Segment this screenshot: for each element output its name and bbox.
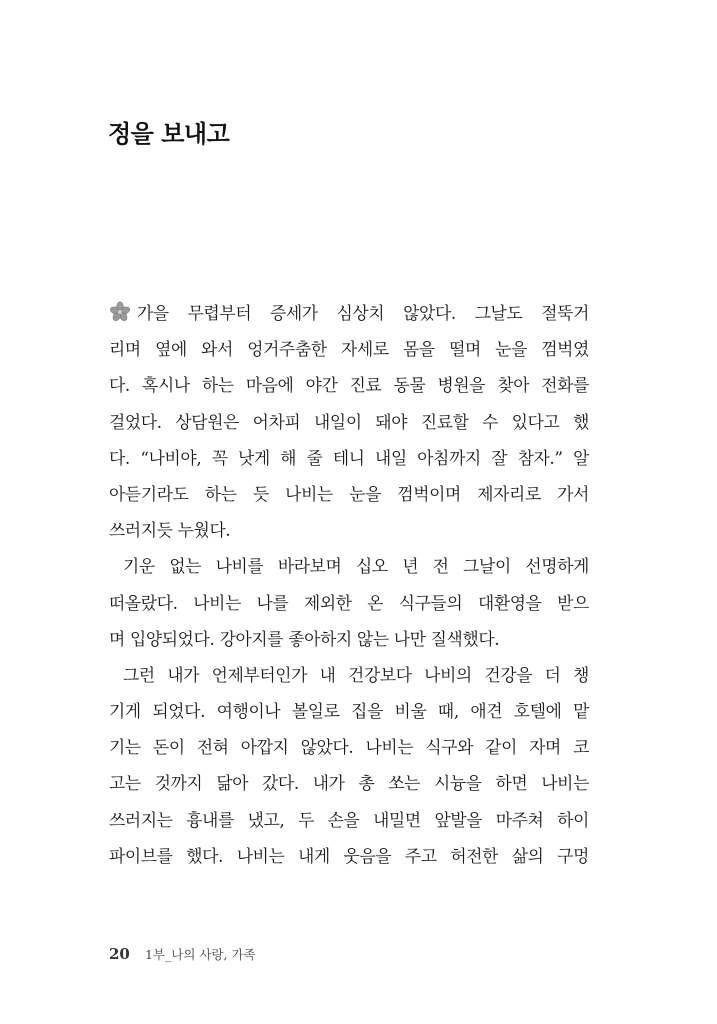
text-line: 떠올랐다. 나비는 나를 제외한 온 식구들의 대환영을 받으 [109, 592, 589, 613]
text-line: 파이브를 했다. 나비는 내게 웃음을 주고 허전한 삶의 구멍 [109, 845, 589, 866]
text-line: 걸었다. 상담원은 어차피 내일이 돼야 진료할 수 있다고 했 [109, 411, 589, 432]
running-head: 1부_나의 사랑, 가족 [144, 947, 256, 962]
text-line: 다. 혹시나 하는 마음에 야간 진료 동물 병원을 찾아 전화를 [109, 375, 589, 396]
text-line [109, 295, 589, 331]
flower-icon [109, 301, 131, 323]
chapter-title: 정을 보내고 [108, 120, 230, 148]
page-number: 20 [109, 945, 130, 963]
text-line: 며 입양되었다. 강아지를 좋아하지 않는 나만 질색했다. [109, 628, 500, 649]
text-line: 다. “나비야, 꼭 낫게 해 줄 테니 내일 아침까지 잘 참자.” 알 [109, 447, 589, 468]
text-line: 기운 없는 나비를 바라보며 십오 년 전 그날이 선명하게 [123, 556, 589, 577]
text-line: 기는 돈이 전혀 아깝지 않았다. 나비는 식구와 같이 자며 코 [109, 737, 589, 758]
line-text: 가을 무렵부터 증세가 심상치 않았다. 그날도 절뚝거 [137, 303, 589, 323]
body-text [109, 295, 589, 874]
text-line: 기게 되었다. 여행이나 볼일로 집을 비울 때, 애견 호텔에 맡 [109, 701, 589, 722]
text-line: 아듣기라도 하는 듯 나비는 눈을 껌벅이며 제자리로 가서 [109, 483, 589, 504]
text-line: 쓰러지듯 누웠다. [109, 520, 231, 541]
text-line: 리며 옆에 와서 엉거주춤한 자세로 몸을 떨며 눈을 껌벅였 [109, 339, 589, 360]
text-line: 고는 것까지 닮아 갔다. 내가 총 쏘는 시늉을 하면 나비는 [109, 773, 589, 794]
text-line: 그런 내가 언제부터인가 내 건강보다 나비의 건강을 더 챙 [123, 664, 589, 685]
text-line: 쓰러지는 흉내를 냈고, 두 손을 내밀면 앞발을 마주쳐 하이 [109, 809, 589, 830]
page-footer [109, 944, 256, 963]
